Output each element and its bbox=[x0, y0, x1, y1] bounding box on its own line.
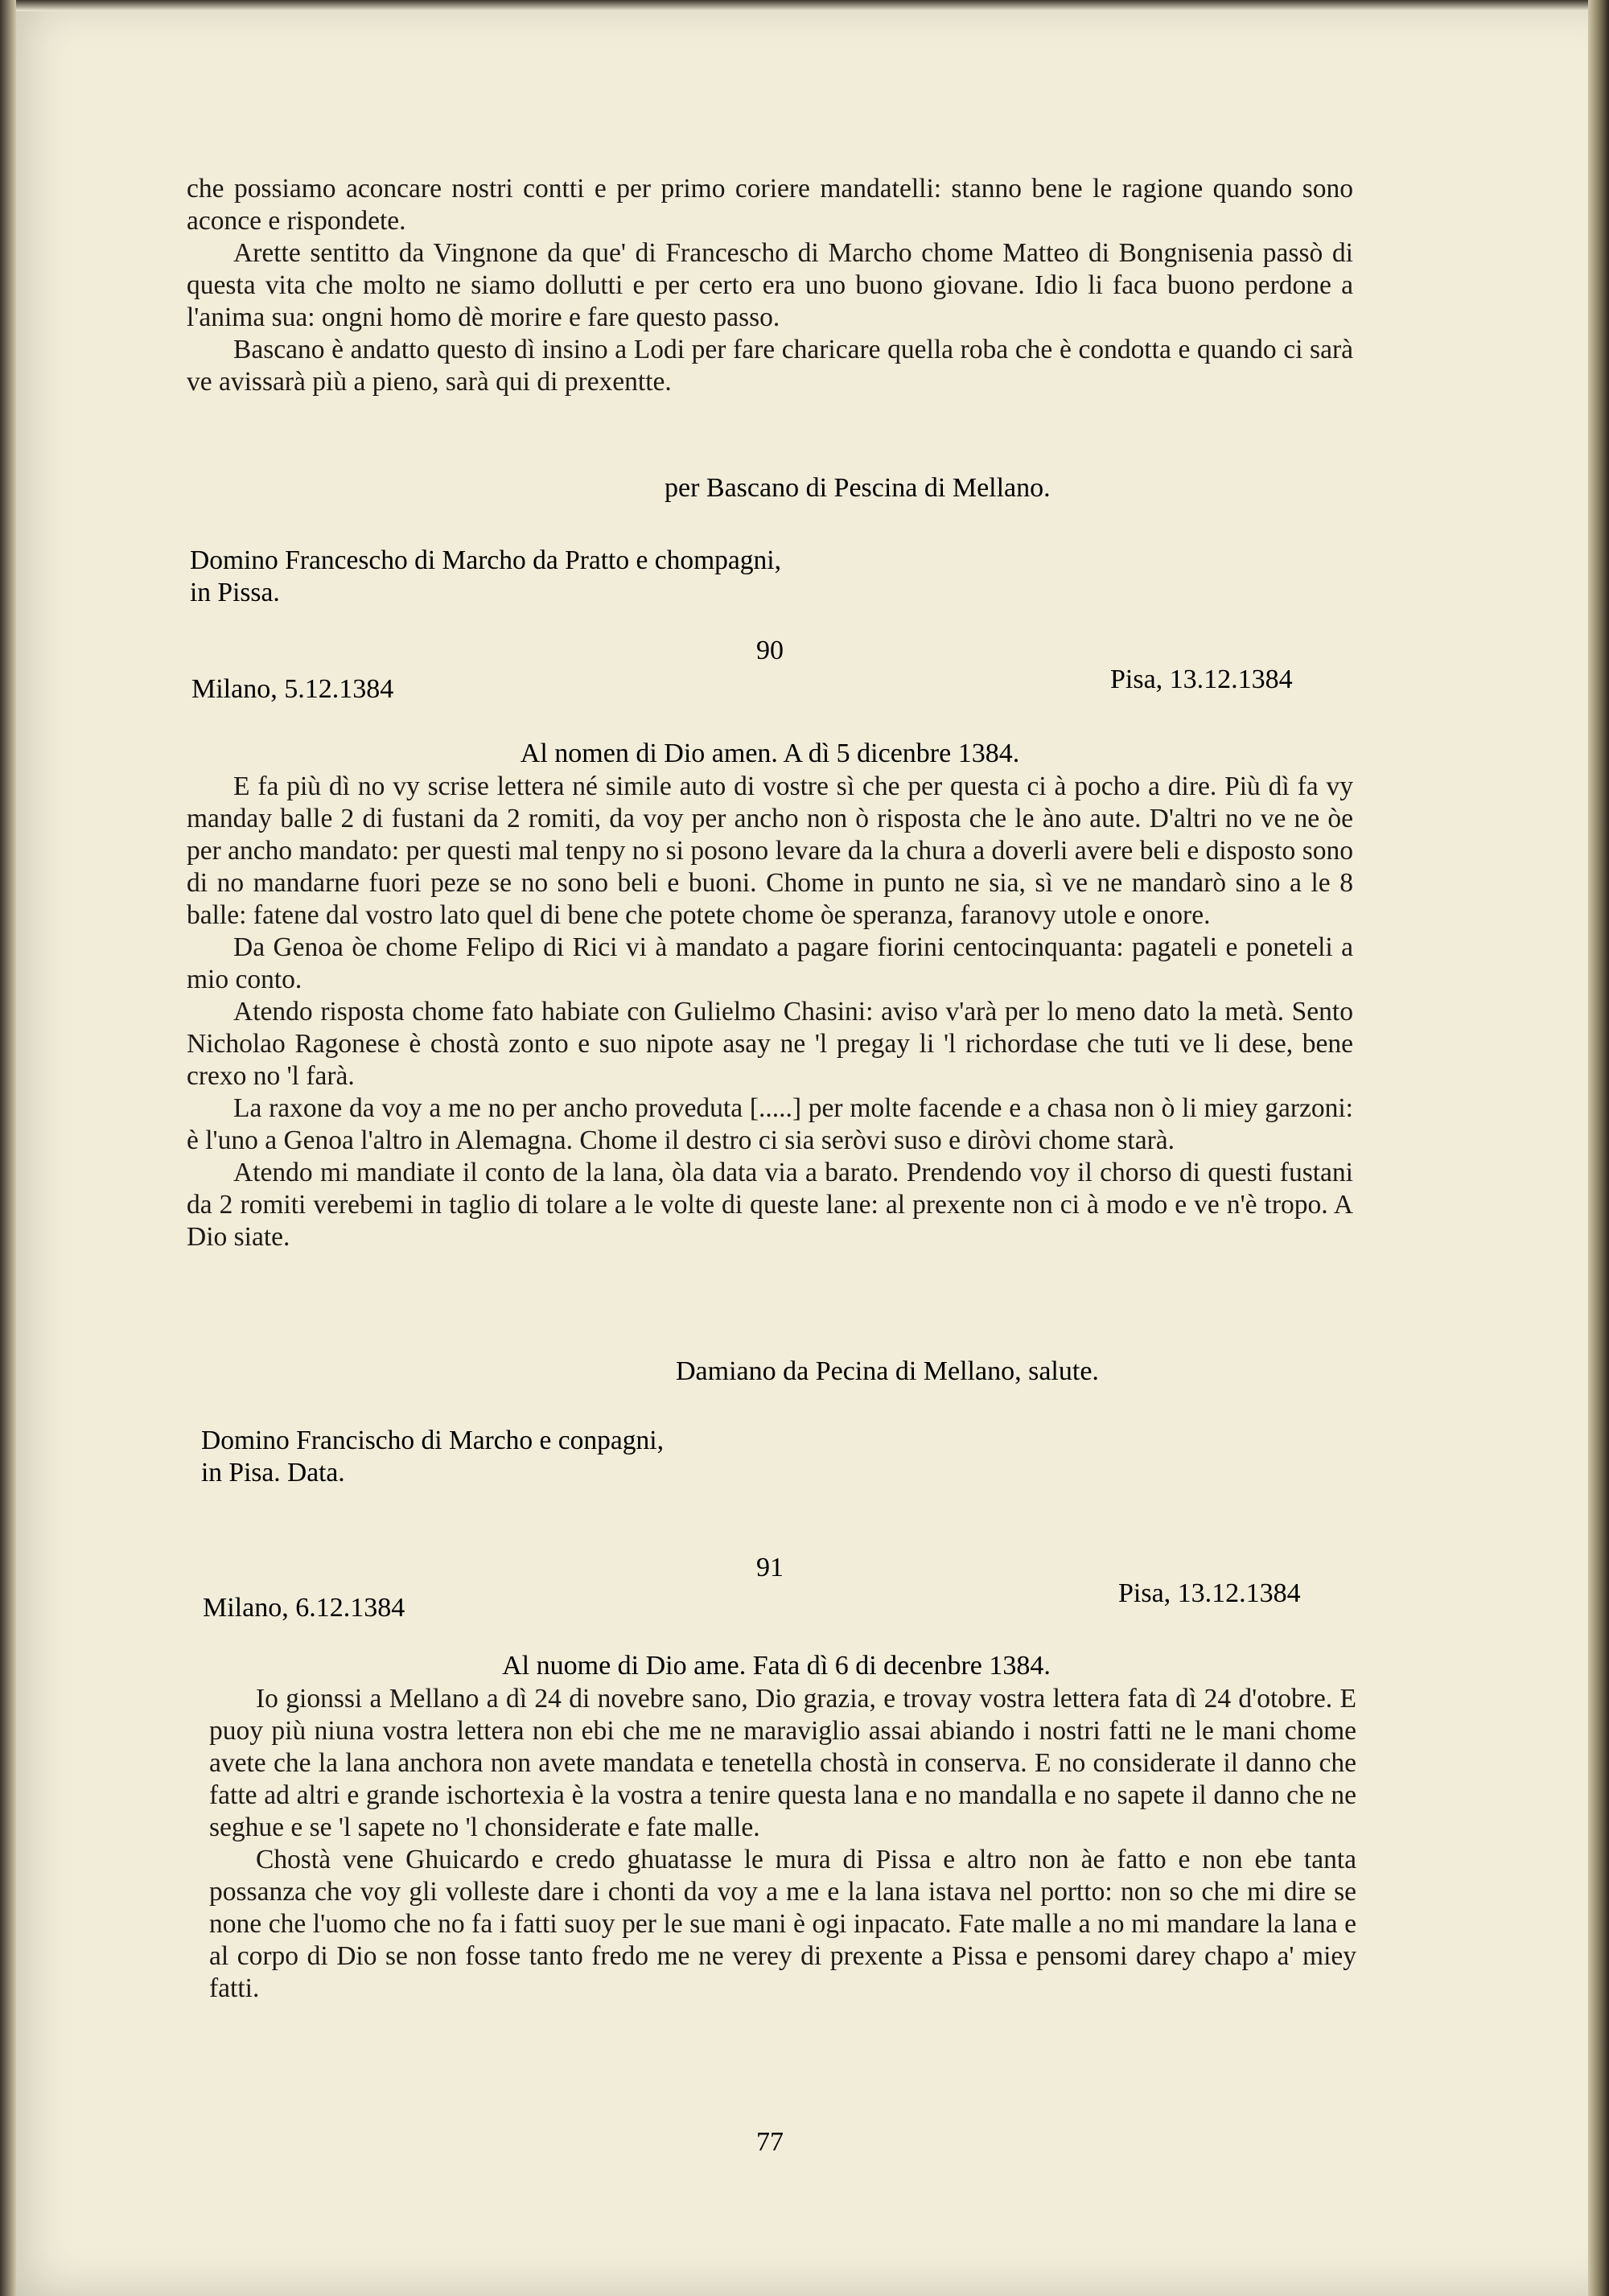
letter-91-to: Pisa, 13.12.1384 bbox=[1118, 1578, 1301, 1608]
letter-90-address-line: in Pisa. Data. bbox=[201, 1458, 345, 1487]
paragraph: Atendo mi mandiate il conto de la lana, òla data via a barato. Prendendo voy il chorso di questi fustani da 2 romiti verebemi in taglio di tolare a le volte di queste lane: al prexente non ci à modo e ve n'è tropo. A Dio siate. bbox=[187, 1158, 1353, 1252]
paragraph: Arette sentitto da Vingnone da que' di Francescho di Marcho chome Matteo di Bongnisenia passò di questa vita che molto ne siamo dollutti e per certo era uno buono giovane. Idio li faca buono perdone a l'anima sua: ongni homo dè morire e fare questo passo. bbox=[187, 238, 1353, 332]
page-top-edge bbox=[0, 0, 1609, 11]
letter-89-continuation bbox=[187, 173, 1353, 398]
letter-89-address-line: Domino Francescho di Marcho da Pratto e chompagni, bbox=[190, 545, 781, 575]
letter-90-signature: Damiano da Pecina di Mellano, salute. bbox=[676, 1356, 1099, 1386]
letter-90-heading: Al nomen di Dio amen. A dì 5 dicenbre 1384. bbox=[520, 739, 1020, 768]
letter-89-address-line: in Pissa. bbox=[190, 578, 280, 607]
letter-89-signature: per Bascano di Pescina di Mellano. bbox=[665, 473, 1051, 503]
page-left-edge bbox=[0, 0, 16, 2296]
letter-90-address-line: Domino Francischo di Marcho e conpagni, bbox=[201, 1426, 664, 1455]
letter-91-number: 91 bbox=[756, 1553, 784, 1582]
paragraph: Atendo risposta chome fato habiate con Gulielmo Chasini: aviso v'arà per lo meno dato la metà. Sento Nicholao Ragonese è chostà zonto e suo nipote asay ne 'l pregay li 'l richordase che tuti ve li dese, bene crexo no 'l farà. bbox=[187, 997, 1353, 1091]
paragraph: La raxone da voy a me no per ancho proveduta [.....] per molte facende e a chasa non ò li miey garzoni: è l'uno a Genoa l'altro in Alemagna. Chome il destro ci sia seròvi suso e diròvi chome starà. bbox=[187, 1093, 1353, 1155]
letter-90-from: Milano, 5.12.1384 bbox=[191, 674, 394, 704]
letter-91-from: Milano, 6.12.1384 bbox=[203, 1593, 405, 1623]
letter-91-body bbox=[209, 1683, 1356, 2005]
paragraph: Io gionssi a Mellano a dì 24 di novebre sano, Dio grazia, e trovay vostra lettera fata dì 24 d'otobre. E puoy più niuna vostra lettera non ebi che me ne maraviglio assai abiando i nostri fatti ne le mani chome avete che la lana anchora non avete mandata e tenetella chostà in conserva. E no considerate il danno che fatte ad altri e grande ischortexia è la vostra a tenire questa lana e no mandalla e no sapete il danno che ne seghue e se 'l sapete no 'l chonsiderate e fate malle. bbox=[209, 1684, 1356, 1842]
page-number: 77 bbox=[756, 2127, 784, 2157]
paragraph: Bascano è andatto questo dì insino a Lodi per fare charicare quella roba che è condotta e quando ci sarà ve avissarà più a pieno, sarà qui di prexentte. bbox=[187, 335, 1353, 397]
page-right-edge bbox=[1588, 0, 1609, 2296]
paragraph: Chostà vene Ghuicardo e credo ghuatasse le mura di Pissa e altro non àe fatto e non ebe tanta possanza che voy gli volleste dare i chonti da voy a me e la lana istava nel portto: non so che mi dire se none che l'uomo che no fa i fatti suoy per le sue mani è ogi inpacato. Fate malle a no mi mandare la lana e al corpo di Dio se non fosse tanto fredo me ne verey di prexente a Pissa e pensomi darey chapo a' miey fatti. bbox=[209, 1845, 1356, 2003]
letter-90-to: Pisa, 13.12.1384 bbox=[1110, 665, 1293, 694]
letter-90-body bbox=[187, 771, 1353, 1253]
paragraph: E fa più dì no vy scrise lettera né simile auto di vostre sì che per questa ci à pocho a dire. Più dì fa vy manday balle 2 di fustani da 2 romiti, da voy per ancho non ò risposta che le àno aute. D'altri no ve ne òe per ancho mandato: per questi mal tenpy no si posono levare da la chura a doverli avere beli e disposto sono di no mandarne fuori peze se no sono beli e buoni. Chome in punto ne sia, sì ve ne mandarò sino a le 8 balle: fatene dal vostro lato quel di bene che potete chome òe speranza, faranovy utole e onore. bbox=[187, 772, 1353, 930]
letter-91-heading: Al nuome di Dio ame. Fata dì 6 di decenbre 1384. bbox=[502, 1651, 1051, 1681]
paragraph: che possiamo aconcare nostri contti e per primo coriere mandatelli: stanno bene le ragione quando sono aconce e rispondete. bbox=[187, 174, 1353, 236]
paragraph: Da Genoa òe chome Felipo di Rici vi à mandato a pagare fiorini centocinquanta: pagateli e poneteli a mio conto. bbox=[187, 932, 1353, 994]
letter-90-number: 90 bbox=[756, 636, 784, 665]
